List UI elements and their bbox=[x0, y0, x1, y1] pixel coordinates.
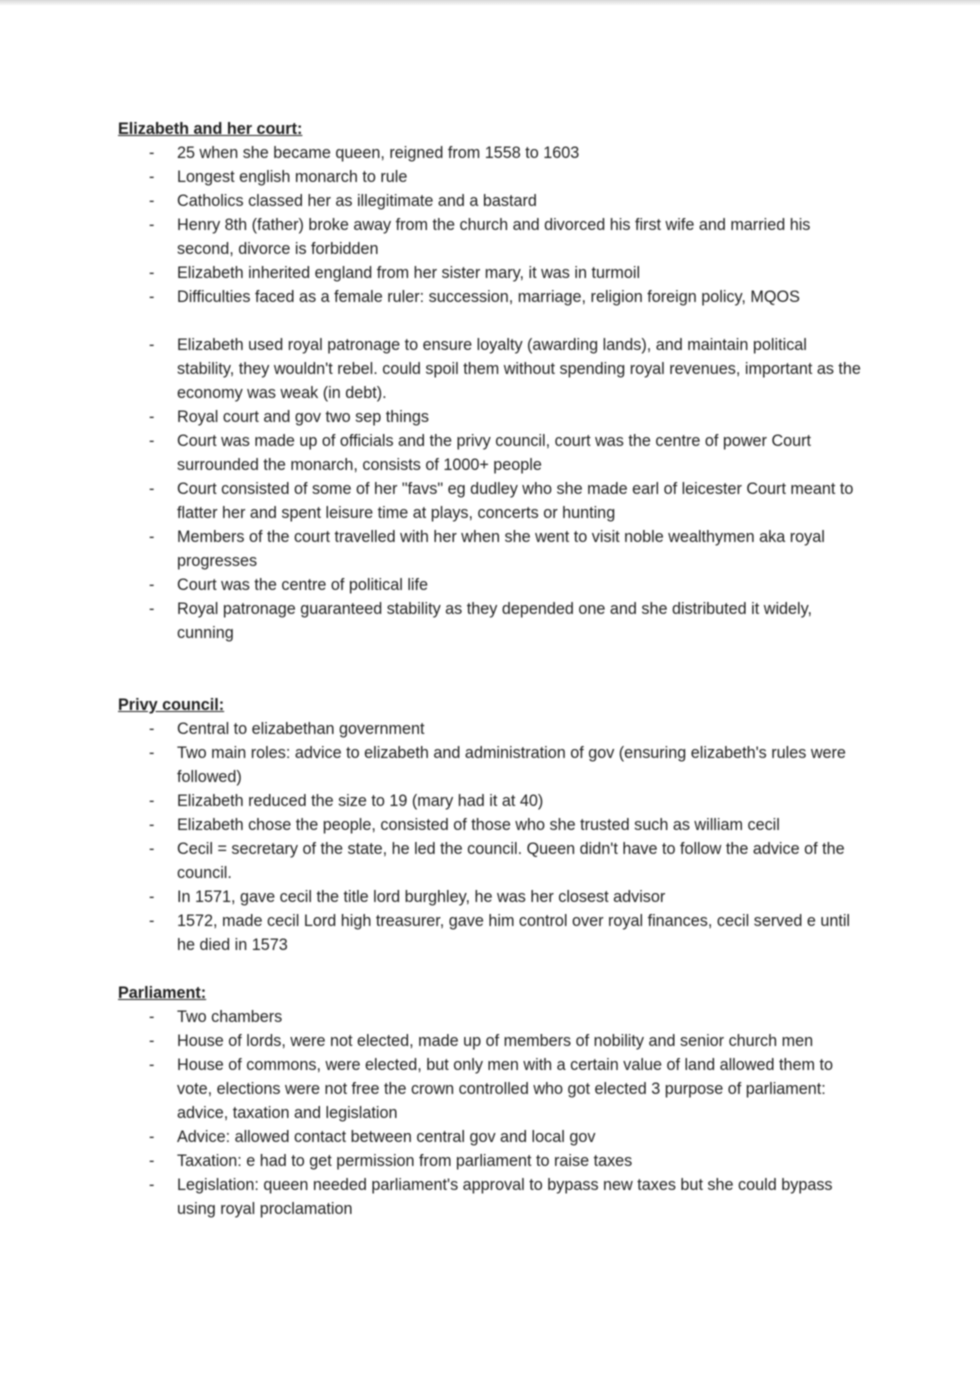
list-item: - House of commons, were elected, but only men with a certain value of land allowed them to vote, elections were not free the crown controlled who got elected 3 purpose of parliament: advice, taxation and legislation bbox=[118, 1053, 868, 1125]
section-heading: Parliament: bbox=[118, 984, 207, 1002]
list-item: - Henry 8th (father) broke away from the church and divorced his first wife and married his second, divorce is forbidden bbox=[118, 213, 868, 261]
list-item: - In 1571, gave cecil the title lord burghley, he was her closest advisor bbox=[118, 885, 868, 909]
list-item: - Elizabeth inherited england from her sister mary, it was in turmoil bbox=[118, 261, 868, 285]
list-item: - Elizabeth used royal patronage to ensure loyalty (awarding lands), and maintain political stability, they wouldn't rebel. could spoil them without spending royal revenues, important as the economy was weak (in debt). bbox=[118, 333, 868, 405]
bullet-list bbox=[118, 141, 868, 309]
list-item: - Difficulties faced as a female ruler: succession, marriage, religion foreign policy, MQOS bbox=[118, 285, 868, 309]
section-elizabeth-court bbox=[118, 117, 868, 645]
section-privy-council bbox=[118, 693, 868, 957]
list-item: - Elizabeth reduced the size to 19 (mary had it at 40) bbox=[118, 789, 868, 813]
document-page bbox=[118, 117, 868, 1221]
list-item: - 25 when she became queen, reigned from 1558 to 1603 bbox=[118, 141, 868, 165]
list-item: - Central to elizabethan government bbox=[118, 717, 868, 741]
list-item: - Royal court and gov two sep things bbox=[118, 405, 868, 429]
list-item: - Court was the centre of political life bbox=[118, 573, 868, 597]
blank-lines bbox=[118, 645, 868, 693]
list-item: - Advice: allowed contact between central gov and local gov bbox=[118, 1125, 868, 1149]
blank-line bbox=[118, 309, 868, 333]
section-heading: Elizabeth and her court: bbox=[118, 120, 303, 138]
list-item: - Court was made up of officials and the privy council, court was the centre of power Court surrounded the monarch, consists of 1000+ people bbox=[118, 429, 868, 477]
list-item: - Court consisted of some of her "favs" eg dudley who she made earl of leicester Court meant to flatter her and spent leisure time at plays, concerts or hunting bbox=[118, 477, 868, 525]
list-item: - Members of the court travelled with her when she went to visit noble wealthymen aka royal progresses bbox=[118, 525, 868, 573]
list-item: - Two chambers bbox=[118, 1005, 868, 1029]
bullet-list bbox=[118, 717, 868, 957]
list-item: - Elizabeth chose the people, consisted of those who she trusted such as william cecil bbox=[118, 813, 868, 837]
bullet-list bbox=[118, 1005, 868, 1221]
page-top-shadow bbox=[0, 0, 980, 6]
list-item: - 1572, made cecil Lord high treasurer, gave him control over royal finances, cecil served e until he died in 1573 bbox=[118, 909, 868, 957]
list-item: - Catholics classed her as illegitimate and a bastard bbox=[118, 189, 868, 213]
list-item: - Taxation: e had to get permission from parliament to raise taxes bbox=[118, 1149, 868, 1173]
list-item: - House of lords, were not elected, made up of members of nobility and senior church men bbox=[118, 1029, 868, 1053]
section-parliament bbox=[118, 981, 868, 1221]
list-item: - Cecil = secretary of the state, he led the council. Queen didn't have to follow the advice of the council. bbox=[118, 837, 868, 885]
list-item: - Royal patronage guaranteed stability as they depended one and she distributed it widely, cunning bbox=[118, 597, 868, 645]
bullet-list bbox=[118, 333, 868, 645]
list-item: - Two main roles: advice to elizabeth and administration of gov (ensuring elizabeth's rules were followed) bbox=[118, 741, 868, 789]
list-item: - Legislation: queen needed parliament's approval to bypass new taxes but she could bypass using royal proclamation bbox=[118, 1173, 868, 1221]
list-item: - Longest english monarch to rule bbox=[118, 165, 868, 189]
blank-line bbox=[118, 957, 868, 981]
section-heading: Privy council: bbox=[118, 696, 225, 714]
